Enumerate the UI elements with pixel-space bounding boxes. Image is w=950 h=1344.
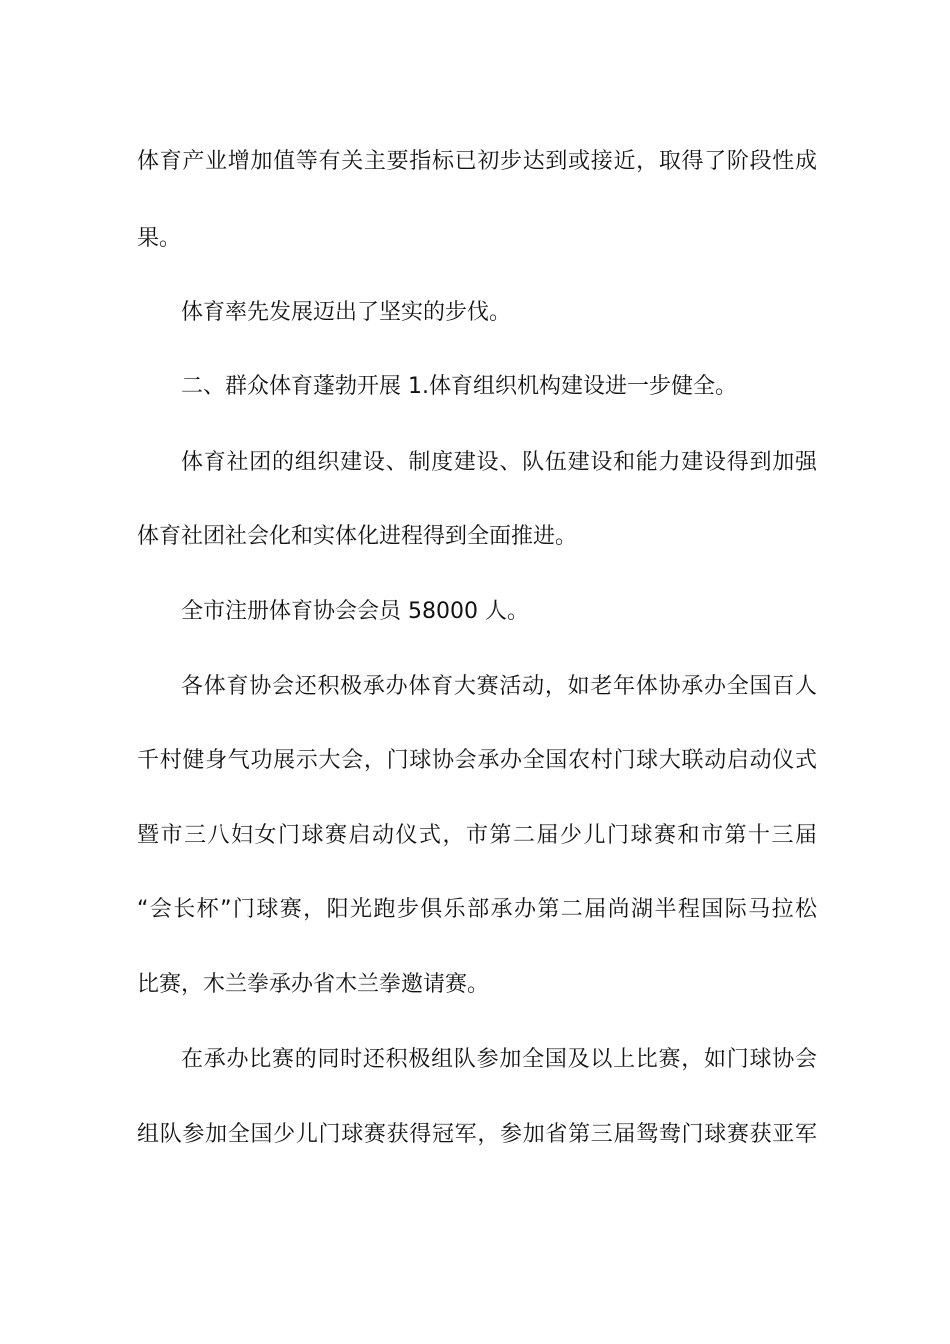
text-line: 体育率先发展迈出了坚实的步伐。 <box>181 300 512 325</box>
text-line: 果。 <box>137 226 182 251</box>
text-line: 组队参加全国少儿门球赛获得冠军，参加省第三届鸳鸯门球赛获亚军 <box>137 1122 817 1147</box>
text-line: 体育社团的组织建设、制度建设、队伍建设和能力建设得到加强 <box>181 450 817 475</box>
text-line: 比赛，木兰拳承办省木兰拳邀请赛。 <box>137 972 490 997</box>
text-line: 体育产业增加值等有关主要指标已初步达到或接近，取得了阶段性成 <box>137 149 817 174</box>
text-line: 在承办比赛的同时还积极组队参加全国及以上比赛，如门球协会 <box>181 1047 817 1072</box>
section-heading-line: 二、群众体育蓬勃开展 1.体育组织机构建设进一步健全。 <box>181 374 737 399</box>
text-line: 全市注册体育协会会员 58000 人。 <box>181 599 529 624</box>
text-line: 暨市三八妇女门球赛启动仪式，市第二届少儿门球赛和市第十三届 <box>137 823 817 848</box>
text-line: “会长杯”门球赛，阳光跑步俱乐部承办第二届尚湖半程国际马拉松 <box>137 897 817 922</box>
text-line: 体育社团社会化和实体化进程得到全面推进。 <box>137 524 578 549</box>
text-line: 各体育协会还积极承办体育大赛活动，如老年体协承办全国百人 <box>181 674 817 699</box>
text-line: 千村健身气功展示大会，门球协会承办全国农村门球大联动启动仪式 <box>137 748 817 773</box>
